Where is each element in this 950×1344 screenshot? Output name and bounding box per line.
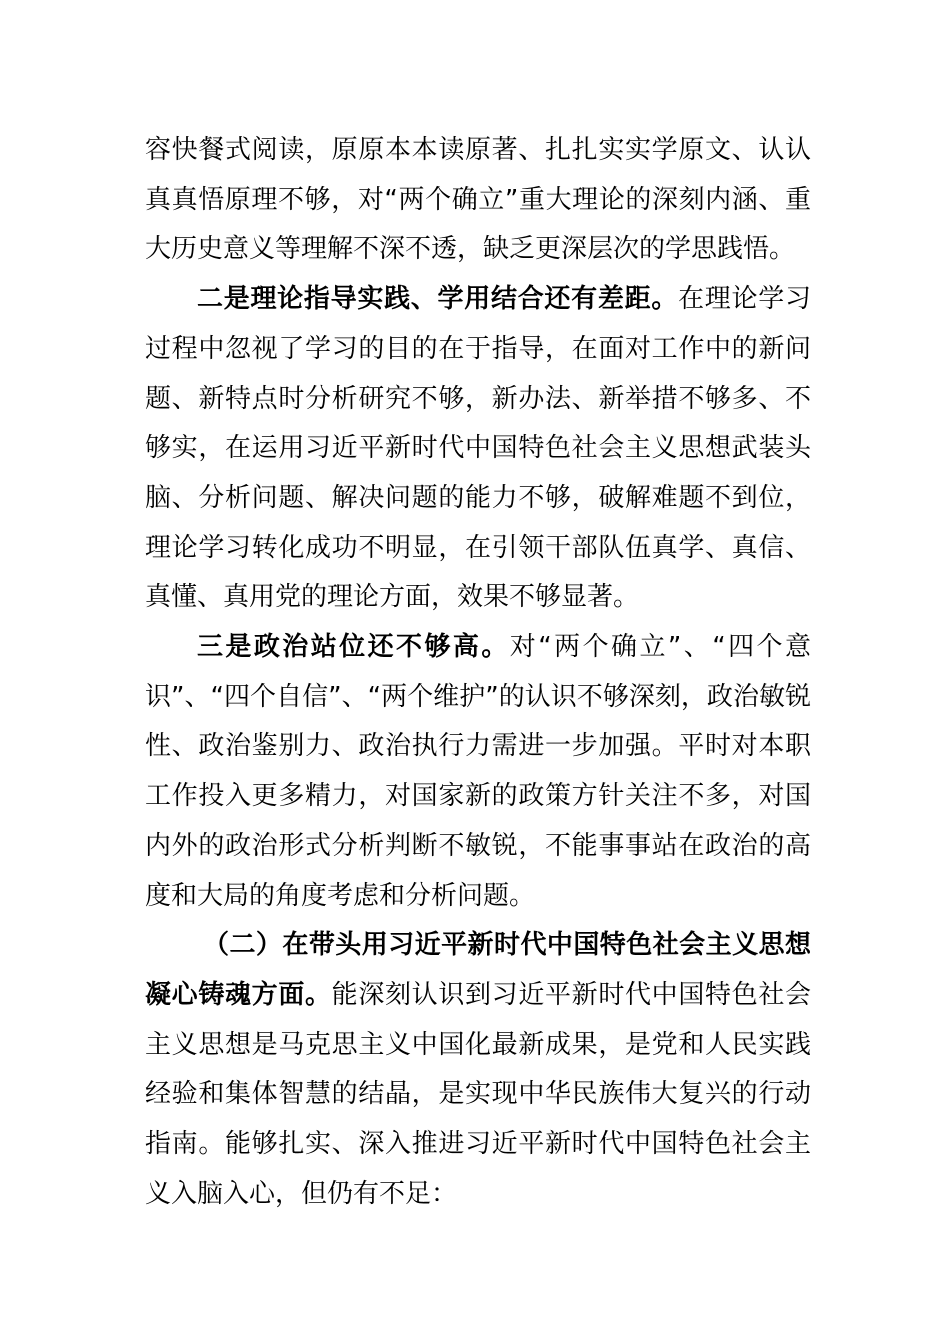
paragraph-text: 在理论学习过程中忽视了学习的目的在于指导，在面对工作中的新问题、新特点时分析研究不够，新办法、新举措不够多、不够实，在运用习近平新时代中国特色社会主义思想武装头脑、分析问题、解决问题的能力不够，破解难题不到位，理论学习转化成功不明显，在引领干部队伍真学、真信、真懂、真用党的理论方面，效果不够显著。 xyxy=(145,284,811,613)
paragraph-text: 对“两个确立”、“四个意识”、“四个自信”、“两个维护”的认识不够深刻，政治敏锐性、政治鉴别力、政治执行力需进一步加强。平时对本职工作投入更多精力，对国家新的政策方针关注不多，对国内外的政治形式分析判断不敏锐，不能事事站在政治的高度和大局的角度考虑和分析问题。 xyxy=(145,632,811,911)
paragraph-continuation xyxy=(145,126,811,275)
paragraph-text: 能深刻认识到习近平新时代中国特色社会主义思想是马克思主义中国化最新成果，是党和人民实践经验和集体智慧的结晶，是实现中华民族伟大复兴的行动指南。能够扎实、深入推进习近平新时代中国特色社会主义入脑入心，但仍有不足： xyxy=(145,979,811,1209)
section-heading: （二）在带头用习近平新时代中国特色社会主义思想凝心铸魂方面。 xyxy=(145,930,811,1010)
document-body xyxy=(145,126,811,1219)
paragraph-political-stance xyxy=(145,623,811,921)
paragraph-theory-practice xyxy=(145,275,811,623)
paragraph-lead-heading: 三是政治站位还不够高。 xyxy=(197,632,510,663)
paragraph-lead-heading: 二是理论指导实践、学用结合还有差距。 xyxy=(197,284,679,315)
paragraph-text: 容快餐式阅读，原原本本读原著、扎扎实实学原文、认认真真悟原理不够，对“两个确立”重大理论的深刻内涵、重大历史意义等理解不深不透，缺乏更深层次的学思践悟。 xyxy=(145,135,811,265)
paragraph-section-two xyxy=(145,921,811,1219)
